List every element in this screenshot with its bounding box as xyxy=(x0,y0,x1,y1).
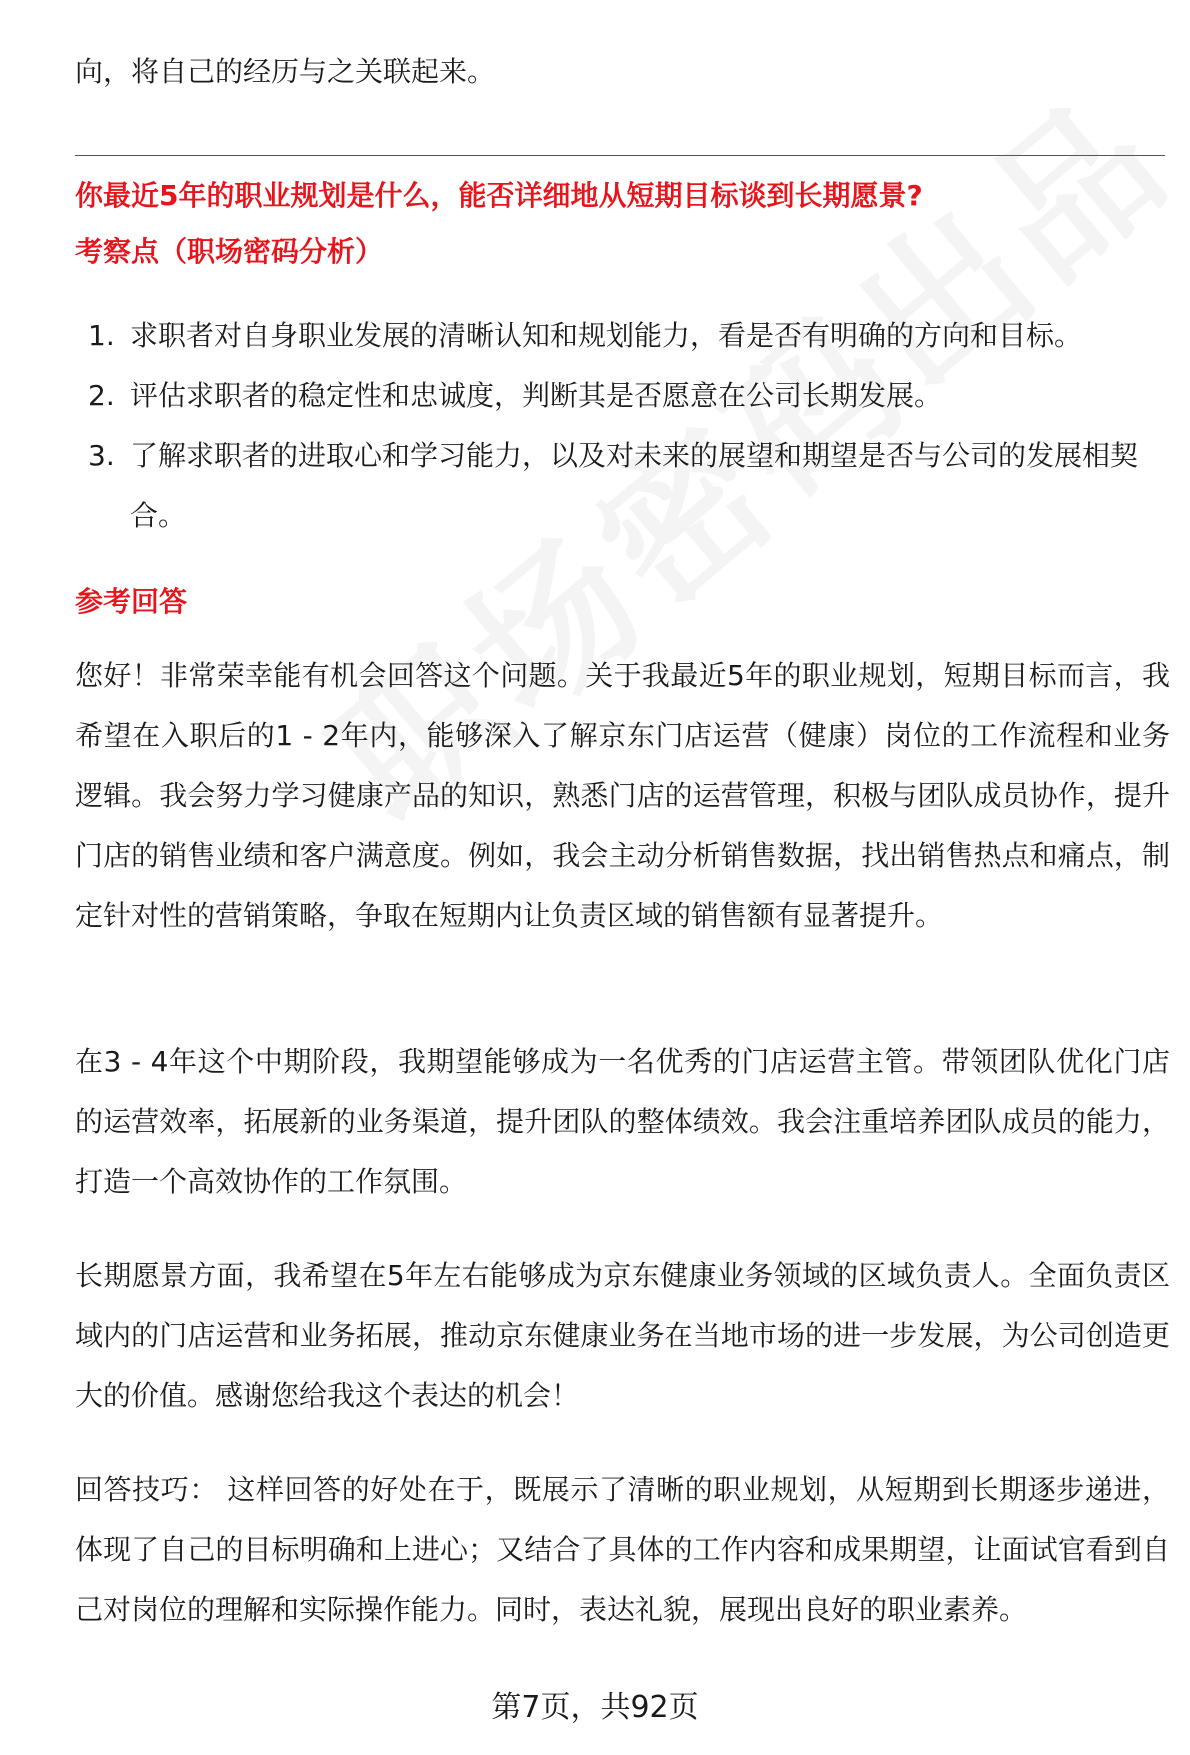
analysis-item-text: 了解求职者的进取心和学习能力，以及对未来的展望和期望是否与公司的发展相契合。 xyxy=(130,439,1139,532)
answer-paragraph-3: 长期愿景方面，我希望在5年左右能够成为京东健康业务领域的区域负责人。全面负责区域内的门店运营和业务拓展，推动京东健康业务在当地市场的进一步发展，为公司创造更大的价值。感谢您给我这个表达的机会！ xyxy=(75,1259,1170,1412)
analysis-item xyxy=(75,366,1165,426)
answer-paragraph-2: 在3 - 4年这个中期阶段，我期望能够成为一名优秀的门店运营主管。带领团队优化门店的运营效率，拓展新的业务渠道，提升团队的整体绩效。我会注重培养团队成员的能力，打造一个高效协作的工作氛围。 xyxy=(75,1045,1170,1198)
top-line: 向，将自己的经历与之关联起来。 xyxy=(75,55,496,88)
analysis-item-text: 评估求职者的稳定性和忠诚度，判断其是否愿意在公司长期发展。 xyxy=(130,379,943,412)
list-number: 2. xyxy=(88,379,115,412)
analysis-list xyxy=(75,306,1165,546)
list-number: 1. xyxy=(88,319,115,352)
analysis-item xyxy=(75,426,1165,546)
continuation-text xyxy=(75,0,1165,102)
question-heading: 你最近5年的职业规划是什么，能否详细地从短期目标谈到长期愿景? xyxy=(75,179,923,212)
analysis-heading: 考察点（职场密码分析） xyxy=(75,235,384,268)
analysis-item-text: 求职者对自身职业发展的清晰认知和规划能力，看是否有明确的方向和目标。 xyxy=(130,319,1083,352)
page-number-footer: 第7页，共92页 xyxy=(491,1690,699,1725)
answer-paragraph-1: 您好！非常荣幸能有机会回答这个问题。关于我最近5年的职业规划，短期目标而言，我希望在入职后的1 - 2年内，能够深入了解京东门店运营（健康）岗位的工作流程和业务逻辑。我会努力学习健康产品的知识，熟悉门店的运营管理，积极与团队成员协作，提升门店的销售业绩和客户满意度。例如，我会主动分析销售数据，找出销售热点和痛点，制定针对性的营销策略，争取在短期内让负责区域的销售额有显著提升。 xyxy=(75,659,1170,932)
analysis-item xyxy=(75,306,1165,366)
section-divider xyxy=(75,155,1165,156)
list-number: 3. xyxy=(88,439,115,472)
answer-heading: 参考回答 xyxy=(75,585,188,618)
answer-tips-paragraph: 回答技巧： 这样回答的好处在于，既展示了清晰的职业规划，从短期到长期逐步递进，体现了自己的目标明确和上进心；又结合了具体的工作内容和成果期望，让面试官看到自己对岗位的理解和实际操作能力。同时，表达礼貌，展现出良好的职业素养。 xyxy=(75,1473,1170,1626)
